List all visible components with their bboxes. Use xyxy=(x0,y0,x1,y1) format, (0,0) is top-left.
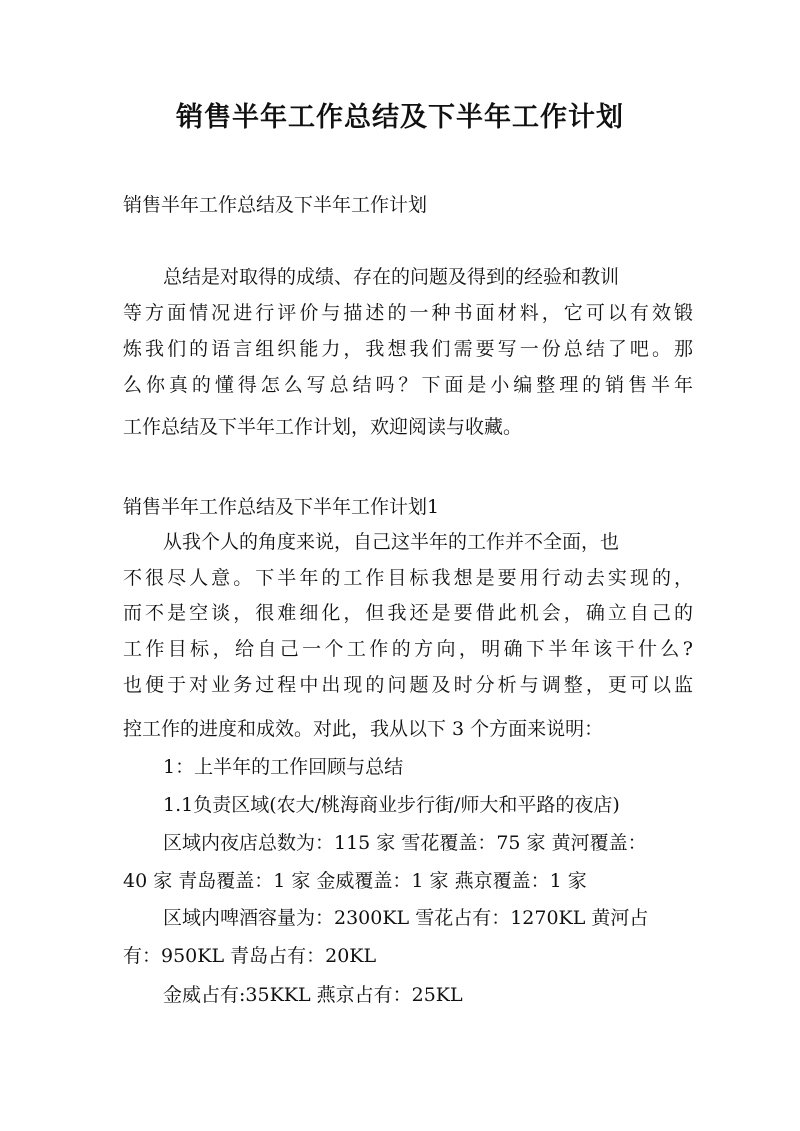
intro-line: 炼我们的语言组织能力，我想我们需要写一份总结了吧。那 xyxy=(123,338,693,360)
body-line: 从我个人的角度来说，自己这半年的工作并不全面，也 xyxy=(163,531,620,553)
body-line: 金威占有:35KKL 燕京占有：25KL xyxy=(163,984,463,1006)
body-line: 有：950KL 青岛占有：20KL xyxy=(123,945,377,967)
intro-line: 总结是对取得的成绩、存在的问题及得到的经验和教训 xyxy=(163,266,620,288)
document-title: 销售半年工作总结及下半年工作计划 xyxy=(176,102,624,133)
intro-line: 么你真的懂得怎么写总结吗？下面是小编整理的销售半年 xyxy=(123,374,693,396)
section-heading: 销售半年工作总结及下半年工作计划1 xyxy=(123,496,440,518)
body-line: 控工作的进度和成效。对此，我从以下 3 个方面来说明： xyxy=(123,718,604,740)
body-line: 而不是空谈，很难细化，但我还是要借此机会，确立自己的 xyxy=(123,602,693,624)
intro-line: 工作总结及下半年工作计划，欢迎阅读与收藏。 xyxy=(123,416,523,438)
intro-line: 等方面情况进行评价与描述的一种书面材料，它可以有效锻 xyxy=(123,302,693,324)
body-line: 区域内夜店总数为：115 家 雪花覆盖：75 家 黄河覆盖： xyxy=(163,832,647,854)
document-subtitle: 销售半年工作总结及下半年工作计划 xyxy=(123,194,428,216)
body-line: 1：上半年的工作回顾与总结 xyxy=(163,756,404,778)
body-line: 不很尽人意。下半年的工作目标我想是要用行动去实现的， xyxy=(123,567,693,589)
body-line: 也便于对业务过程中出现的问题及时分析与调整，更可以监 xyxy=(123,674,693,696)
body-line: 区域内啤酒容量为：2300KL 雪花占有：1270KL 黄河占 xyxy=(163,907,649,929)
body-line: 40 家 青岛覆盖：1 家 金威覆盖：1 家 燕京覆盖：1 家 xyxy=(123,870,587,892)
body-line: 1.1负责区域(农大/桃海商业步行街/师大和平路的夜店) xyxy=(163,794,620,816)
body-line: 工作目标，给自己一个工作的方向，明确下半年该干什么? xyxy=(123,638,693,660)
